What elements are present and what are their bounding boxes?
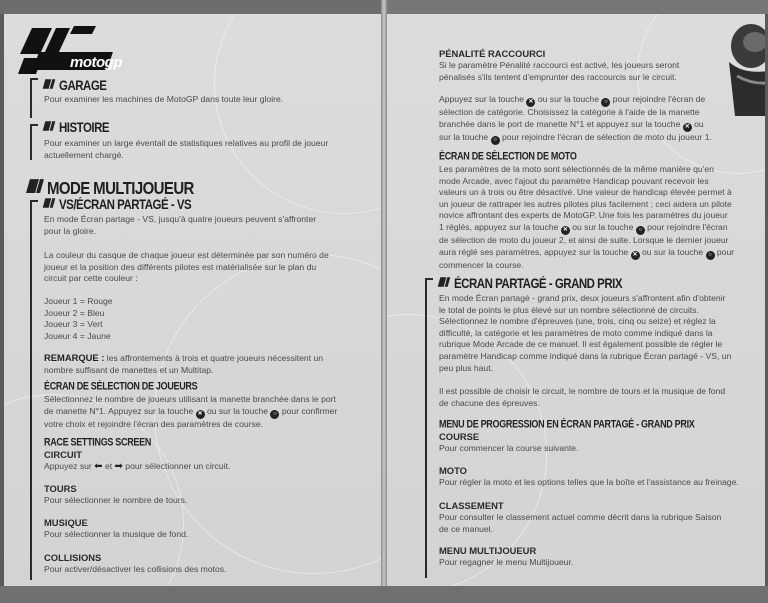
arrow-left-icon: ⬅ <box>94 461 103 472</box>
cross-button-icon: ✕ <box>632 251 638 258</box>
player-color-item: Joueur 3 = Vert <box>44 319 103 330</box>
circle-button-icon: ○ <box>636 226 645 235</box>
top-bar-right <box>384 0 768 14</box>
circle-button-icon: ○ <box>706 251 715 260</box>
collisions-label: COLLISIONS <box>44 552 102 563</box>
ghost-circle <box>214 14 381 214</box>
penalite-p1: Si le paramètre Pénalité raccourci est activé, les joueurs seront pénalisés s'ils tentent d'emprunter des raccourcis sur le circuit. <box>439 60 680 82</box>
top-bar-left <box>0 0 384 14</box>
garage-heading: GARAGE <box>44 78 106 94</box>
selection-joueurs-body: Sélectionnez le nombre de joueurs utilisant la manette branchée dans le port de manette N°1. Appuyez sur la touche ✕ ou sur la touche ○ pour confirmer votre choix et rejoindre l'écran des paramètres de course. <box>44 394 338 429</box>
player-color-item: Joueur 1 = Rouge <box>44 296 113 306</box>
circuit-body: Appuyez sur ⬅ et ➡ pour sélectionner un circuit. <box>44 461 231 472</box>
section-bracket <box>425 278 427 578</box>
vs-heading: VS/ÉCRAN PARTAGÉ - VS <box>44 197 191 213</box>
moto-body: Pour régler la moto et les options telles que la boîte et l'assistance au freinage. <box>439 477 739 487</box>
heading-bars-icon <box>44 78 55 92</box>
section-bracket <box>30 200 32 580</box>
heading-bars-icon <box>439 276 450 290</box>
course-label: COURSE <box>439 431 480 442</box>
tours-label: TOURS <box>44 483 77 494</box>
menu-progression-heading: MENU DE PROGRESSION EN ÉCRAN PARTAGÉ - GRAND PRIX <box>439 418 695 430</box>
circle-button-icon: ○ <box>491 136 500 145</box>
tours-body: Pour sélectionner le nombre de tours. <box>44 495 188 505</box>
left-page <box>4 14 381 586</box>
section-bracket <box>30 78 32 118</box>
cross-button-icon: ✕ <box>528 99 534 105</box>
player-color-item: Joueur 4 = Jaune <box>44 330 111 341</box>
menu-multijoueur-body: Pour regagner le menu Multijoueur. <box>439 557 574 567</box>
classement-body: Pour consulter le classement actuel comme décrit dans la rubrique Saison de ce manuel. <box>439 512 722 534</box>
rider-illustration <box>715 16 765 116</box>
bottom-bar <box>0 586 768 603</box>
selection-joueurs-heading: ÉCRAN DE SÉLECTION DE JOUEURS <box>44 380 198 392</box>
circle-button-icon: ○ <box>270 410 279 419</box>
right-page <box>387 14 765 586</box>
selection-moto-heading: ÉCRAN DE SÉLECTION DE MOTO <box>439 150 577 162</box>
musique-body: Pour sélectionner la musique de fond. <box>44 529 189 539</box>
arrow-right-icon: ➡ <box>114 461 123 472</box>
vs-helmet-text: La couleur du casque de chaque joueur est déterminée par son numéro de joueur et la position des différents pilotes est matérialisée sur le plan du circuit par cette couleur : <box>44 250 329 284</box>
course-body: Pour commencer la course suivante. <box>439 443 579 453</box>
logo-text: motogp <box>70 54 122 71</box>
penalite-heading: PÉNALITÉ RACCOURCI <box>439 48 546 59</box>
grand-prix-heading: ÉCRAN PARTAGÉ - GRAND PRIX <box>439 276 622 292</box>
selection-moto-body: Les paramètres de la moto sont sélectionnés de la même manière qu'en mode Arcade, avec l'ajout du paramètre Handicap pouvant recevoir les valeurs un à trois ou être désactivé. Une valeur de handicap élevée permet à un joueur de rattraper les autres pilotes plus facilement ; ceci aidera un pilote novice affrontant des experts de MotoGP. Une fois les paramètres du joueur 1 réglés, appuyez sur la touche ✕ ou sur la touche ○ pour rejoindre l'écran de sélection de moto du joueur 2, et ainsi de suite. Lorsque le dernier joueur aura réglé ses paramètres, appuyez sur la touche ✕ ou sur la touche ○ pour commencer la course. <box>439 164 735 270</box>
circle-button-icon: ○ <box>601 98 610 107</box>
mode-multijoueur-heading: MODE MULTIJOUEUR <box>28 178 194 199</box>
cross-button-icon: ✕ <box>562 226 568 233</box>
motogp-logo <box>18 24 128 80</box>
heading-bars-icon <box>44 197 55 211</box>
section-bracket <box>30 124 32 160</box>
menu-multijoueur-label: MENU MULTIJOUEUR <box>439 545 537 556</box>
player-color-item: Joueur 2 = Bleu <box>44 307 105 318</box>
race-settings-heading: RACE SETTINGS SCREEN <box>44 436 152 448</box>
heading-bars-icon <box>28 178 43 198</box>
grand-prix-p1: En mode Écran partagé - grand prix, deux joueurs s'affrontent afin d'obtenir le total de points le plus élevé sur un nombre sélectionné de circuits. Sélectionnez le nombre d'épreuves (une, trois, cinq ou seize) et réglez la difficulté, la catégorie et les paramètres de moto comme indiqué dans la rubrique Mode Arcade de ce manuel. Il est également possible de régler le paramètre Handicap comme indiqué dans la rubrique Écran partagé - VS, un peu plus haut. <box>439 293 732 373</box>
histoire-body: Pour examiner un large éventail de statistiques relatives au profil de joueur actuellement chargé. <box>44 138 329 160</box>
collisions-body: Pour activer/désactiver les collisions des motos. <box>44 564 227 574</box>
heading-bars-icon <box>44 120 55 134</box>
cross-button-icon: ✕ <box>197 410 203 417</box>
penalite-p2: Appuyez sur la touche ✕ ou sur la touche ○ pour rejoindre l'écran de sélection de catégorie. Choisissez la catégorie à l'aide de la manette branchée dans le port de manette N°1 et appuyez sur la touche ✕ ou sur la touche ○ pour rejoindre l'écran de sélection de moto du joueur 1. <box>439 94 712 143</box>
classement-label: CLASSEMENT <box>439 500 504 511</box>
grand-prix-p2: Il est possible de choisir le circuit, le nombre de tours et la musique de fond de chacune des épreuves. <box>439 386 726 408</box>
player-colors-list <box>44 296 113 342</box>
circuit-label: CIRCUIT <box>44 449 83 460</box>
garage-body: Pour examiner les machines de MotoGP dans toute leur gloire. <box>44 94 284 104</box>
histoire-heading: HISTOIRE <box>44 120 109 136</box>
remarque-note: REMARQUE : les affrontements à trois et quatre joueurs nécessitent un nombre suffisant de manettes et un Multitap. <box>44 352 324 375</box>
vs-intro: En mode Écran partage - VS, jusqu'à quatre joueurs peuvent s'affronter pour la gloire. <box>44 214 317 236</box>
moto-label: MOTO <box>439 465 467 476</box>
musique-label: MUSIQUE <box>44 517 88 528</box>
cross-button-icon: ✕ <box>684 123 690 130</box>
